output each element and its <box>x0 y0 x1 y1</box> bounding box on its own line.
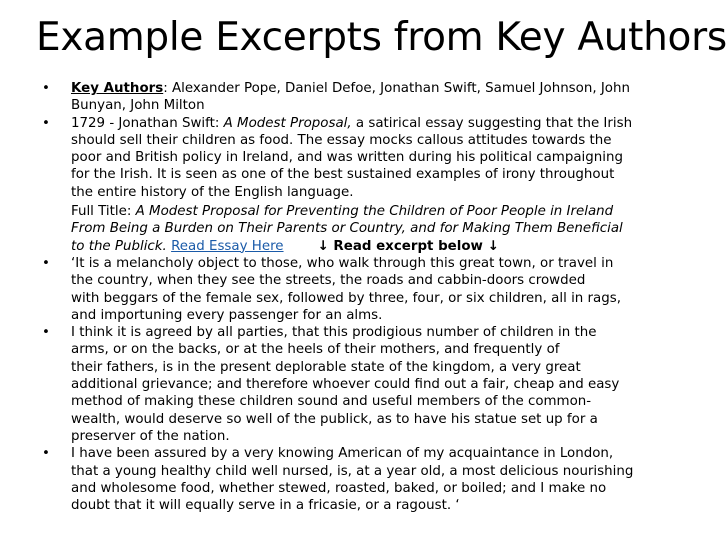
text-line: I think it is agreed by all parties, that this prodigious number of children in the <box>71 325 597 341</box>
key-authors-text: : Alexander Pope, Daniel Defoe, Jonathan Swift, Samuel Johnson, John <box>163 81 630 96</box>
bullet-icon: • <box>42 81 50 96</box>
text-line <box>71 203 691 220</box>
bullet-key-authors <box>0 80 691 115</box>
text-line: arms, or on the backs, or at the heels of their mothers, and frequently of <box>71 342 560 358</box>
full-title-text: From Being a Burden on Their Parents or Country, and for Making Them Beneficial <box>71 221 623 237</box>
text-line: poor and British policy in Ireland, and was written during his political campaigning <box>71 150 623 166</box>
bullet-icon: • <box>42 446 50 462</box>
text-line: that a young healthy child well nursed, is, at a year old, a most delicious nourishing <box>71 463 634 479</box>
read-essay-link[interactable]: Read Essay Here <box>171 238 284 254</box>
text-line: with beggars of the female sex, followed by three, four, or six children, all in rags, <box>71 290 621 306</box>
text-line: ‘It is a melancholy object to those, who walk through this great town, or travel in <box>71 255 614 271</box>
text-line <box>71 238 691 255</box>
full-title-label: Full Title: <box>71 204 136 220</box>
bullet-excerpt-3 <box>0 445 691 514</box>
text-line: doubt that it will equally serve in a fricasie, or a ragoust. ‘ <box>71 498 460 514</box>
bullet-excerpt-2 <box>0 324 691 445</box>
bullet-excerpt-1 <box>0 255 691 324</box>
full-title-text: A Modest Proposal for Preventing the Children of Poor People in Ireland <box>135 204 614 220</box>
modest-proposal-intro: 1729 - Jonathan Swift: <box>71 115 224 131</box>
text-line: should sell their children as food. The essay mocks callous attitudes towards the <box>71 132 612 148</box>
text-line: additional grievance; and therefore whoever could find out a fair, cheap and easy <box>71 377 620 393</box>
text-line: the country, when they see the streets, the roads and cabbin-doors crowded <box>71 273 586 289</box>
bullet-icon: • <box>42 115 50 131</box>
text-line: wealth, would deserve so well of the publick, as to have his statue set up for a <box>71 411 598 427</box>
text-line: I have been assured by a very knowing American of my acquaintance in London, <box>71 446 614 462</box>
bullet-icon: • <box>42 255 50 271</box>
text-line <box>71 220 691 237</box>
bullet-list <box>0 80 728 514</box>
slide-title: Example Excerpts from Key Authors <box>36 15 727 60</box>
bullet-icon: • <box>42 325 50 341</box>
modest-proposal-desc: a satirical essay suggesting that the Irish <box>351 115 633 131</box>
text-line: for the Irish. It is seen as one of the best sustained examples of irony throughout <box>71 167 615 183</box>
text-line <box>71 115 691 132</box>
text-line: Bunyan, John Milton <box>71 98 205 114</box>
full-title-text: to the Publick. <box>71 238 167 254</box>
text-line: preserver of the nation. <box>71 428 230 444</box>
text-line: method of making these children sound and useful members of the common- <box>71 394 592 410</box>
text-line: the entire history of the English language. <box>71 184 354 200</box>
modest-proposal-title: A Modest Proposal, <box>223 115 352 131</box>
text-line: and wholesome food, whether stewed, roasted, baked, or boiled; and I make no <box>71 480 607 496</box>
read-excerpt-below: ↓ Read excerpt below ↓ <box>317 238 499 254</box>
text-line: and importuning every passenger for an alms. <box>71 307 383 323</box>
key-authors-label: Key Authors <box>71 81 164 96</box>
bullet-modest-proposal <box>0 115 691 255</box>
text-line <box>71 80 691 97</box>
text-line: their fathers, is in the present deplorable state of the kingdom, a very great <box>71 359 581 375</box>
